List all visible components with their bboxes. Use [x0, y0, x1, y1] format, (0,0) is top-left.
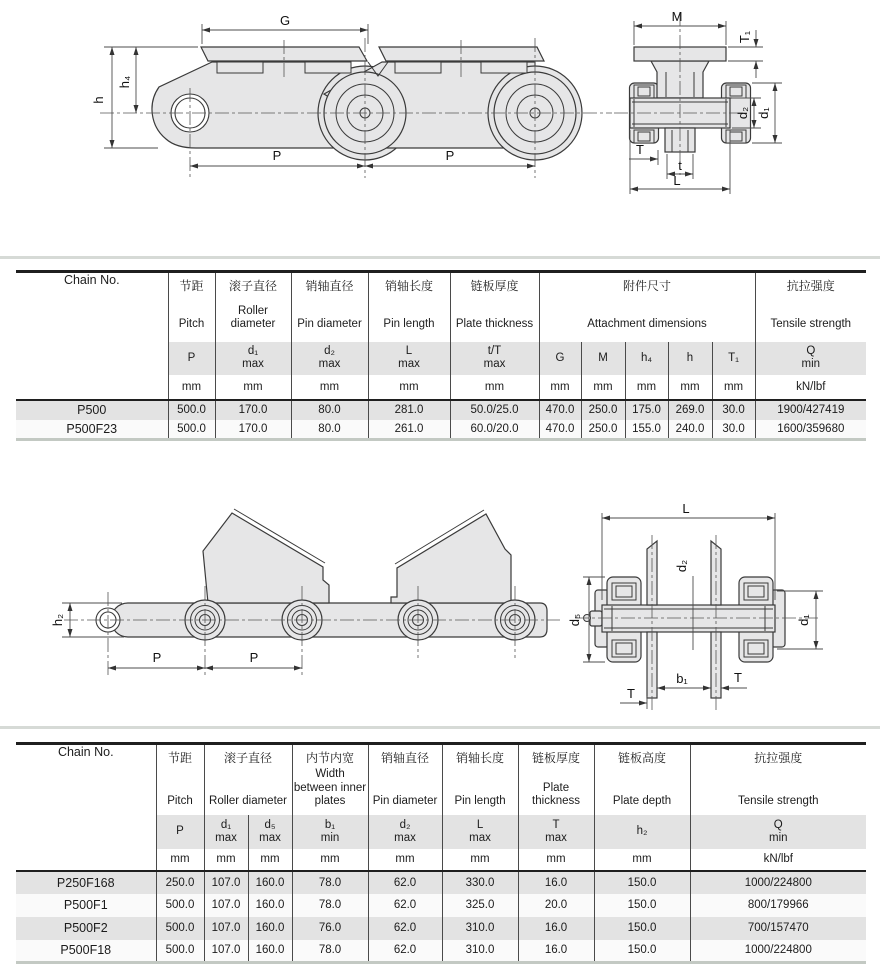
- value-cell: 470.0: [539, 420, 581, 440]
- unit-cell: mm: [156, 849, 204, 871]
- qualifier: min: [801, 358, 821, 370]
- scraper-plate: [203, 513, 329, 603]
- value-cell: 170.0: [215, 400, 291, 420]
- header-cn: 销轴直径: [381, 751, 430, 765]
- chain-no-header: Chain No.: [57, 745, 114, 759]
- qualifier: max: [398, 358, 420, 370]
- value-cell: 16.0: [518, 871, 594, 894]
- header-cn: 链板厚度: [470, 279, 519, 293]
- table-row: [16, 400, 866, 420]
- symbol-header: [368, 815, 442, 849]
- column-group-header: [156, 744, 204, 815]
- qualifier: max: [318, 358, 341, 370]
- dim-label-l: L: [673, 173, 681, 188]
- symbol-header: [539, 342, 581, 375]
- header-cn: 滚子直径: [224, 751, 273, 765]
- dim-label-h4: h₄: [117, 75, 132, 89]
- value-cell: 60.0/20.0: [450, 420, 539, 440]
- value-cell: 80.0: [291, 420, 368, 440]
- column-group-header: [291, 272, 368, 342]
- header-en: Roller diameter: [230, 304, 276, 330]
- column-group-header: [368, 744, 442, 815]
- dim-label-m: M: [671, 9, 683, 24]
- symbol: G: [555, 351, 565, 364]
- unit-cell: mm: [204, 849, 248, 871]
- qualifier: max: [215, 831, 237, 844]
- value-cell: 330.0: [442, 871, 518, 894]
- value-cell: 500.0: [156, 940, 204, 963]
- value-cell: 325.0: [442, 894, 518, 917]
- value-cell: 155.0: [625, 420, 668, 440]
- header-en: Pin diameter: [372, 795, 438, 807]
- dim-label-p: P: [152, 650, 162, 665]
- spec-table-1: [16, 270, 866, 441]
- value-cell: 500.0: [156, 894, 204, 917]
- header-en: Plate depth: [612, 795, 672, 807]
- symbol: T: [552, 818, 560, 831]
- value-cell: 78.0: [292, 894, 368, 917]
- qualifier: max: [259, 831, 281, 844]
- value-cell: 20.0: [518, 894, 594, 917]
- header-en: Tensile strength: [737, 795, 819, 807]
- header-cn: 节距: [167, 751, 192, 765]
- symbol-header: [292, 815, 368, 849]
- value-cell: 30.0: [712, 400, 755, 420]
- value-cell: 250.0: [581, 420, 625, 440]
- header-cn: 销轴直径: [305, 279, 354, 293]
- symbol: Q: [806, 345, 816, 357]
- header-cn: 销轴长度: [456, 751, 505, 765]
- unit-cell: mm: [291, 375, 368, 400]
- qualifier: max: [469, 831, 491, 844]
- value-cell: 500.0: [156, 917, 204, 940]
- header-cn: 节距: [179, 279, 204, 293]
- dim-label-h2: h₂: [50, 613, 65, 627]
- value-cell: 250.0: [581, 400, 625, 420]
- value-cell: 170.0: [215, 420, 291, 440]
- value-cell: 261.0: [368, 420, 450, 440]
- symbol-header: [168, 342, 215, 375]
- dim-label-p: P: [249, 650, 259, 665]
- dim-label-p: P: [272, 148, 282, 163]
- chain-no-cell: P250F168: [16, 871, 156, 894]
- dim-label-d2: d₂: [735, 106, 750, 120]
- value-cell: 78.0: [292, 871, 368, 894]
- column-group-header: [690, 744, 866, 815]
- symbol: d₅: [264, 818, 276, 831]
- qualifier: min: [320, 831, 340, 844]
- symbol-header: [442, 815, 518, 849]
- symbol-header: [668, 342, 712, 375]
- header-en: Pin length: [454, 795, 506, 807]
- header-cn: 销轴长度: [384, 279, 433, 293]
- symbol: d₁: [247, 345, 259, 357]
- symbol: d₂: [399, 818, 411, 831]
- symbol: P: [187, 351, 196, 364]
- dim-label-t1: T₁: [737, 30, 752, 44]
- column-group-header: [594, 744, 690, 815]
- header-cn: 链板高度: [618, 751, 667, 765]
- chain-side-view: [91, 13, 612, 178]
- header-cn: 附件尺寸: [623, 279, 672, 293]
- value-cell: 78.0: [292, 940, 368, 963]
- value-cell: 16.0: [518, 940, 594, 963]
- symbol: T₁: [728, 351, 739, 364]
- top-chain-drawing: [0, 0, 880, 225]
- dim-label-t-small: t: [678, 158, 682, 173]
- dim-label-g: G: [279, 13, 291, 28]
- symbol-header: [690, 815, 866, 849]
- chain-no-header: Chain No.: [63, 273, 120, 287]
- value-cell: 62.0: [368, 940, 442, 963]
- header-en: Pitch: [167, 795, 193, 807]
- column-group-header: [204, 744, 292, 815]
- chain-no-cell: P500F2: [16, 917, 156, 940]
- qualifier: max: [483, 358, 506, 370]
- value-cell: 269.0: [668, 400, 712, 420]
- value-cell: 62.0: [368, 917, 442, 940]
- column-group-header: [215, 272, 291, 342]
- dim-label-b1: b₁: [676, 671, 688, 686]
- symbol-header: [291, 342, 368, 375]
- symbol: M: [598, 351, 608, 364]
- scraper-chain-drawing: [0, 480, 880, 720]
- unit-cell: kN/lbf: [755, 375, 866, 400]
- value-cell: 50.0/25.0: [450, 400, 539, 420]
- symbol: L: [405, 345, 413, 357]
- dim-label-h: h: [91, 96, 106, 104]
- symbol: b₁: [324, 818, 336, 831]
- symbol: h: [686, 351, 694, 364]
- value-cell: 1000/224800: [690, 871, 866, 894]
- spec-table: [16, 270, 866, 441]
- value-cell: 16.0: [518, 917, 594, 940]
- value-cell: 160.0: [248, 940, 292, 963]
- symbol-header: [368, 342, 450, 375]
- scraper-plate: [391, 514, 511, 603]
- header-en: Tensile strength: [770, 318, 852, 330]
- header-en: Width between inner plates: [293, 768, 367, 807]
- dim-label-p: P: [445, 148, 455, 163]
- qualifier: max: [394, 831, 416, 844]
- symbol-header: [594, 815, 690, 849]
- dim-label-d1: d₁: [796, 614, 811, 626]
- symbol-header: [518, 815, 594, 849]
- unit-cell: mm: [712, 375, 755, 400]
- unit-cell: mm: [625, 375, 668, 400]
- value-cell: 160.0: [248, 917, 292, 940]
- symbol: d₂: [324, 345, 335, 357]
- value-cell: 310.0: [442, 917, 518, 940]
- table-row: [16, 894, 866, 917]
- spec-table: [16, 742, 866, 964]
- scraper-plate-edge: [647, 541, 657, 605]
- header-en: Plate thickness: [455, 318, 534, 330]
- qualifier: max: [545, 831, 567, 844]
- value-cell: 30.0: [712, 420, 755, 440]
- symbol-header: [625, 342, 668, 375]
- unit-cell: mm: [594, 849, 690, 871]
- symbol-header: [755, 342, 866, 375]
- symbol-header: [156, 815, 204, 849]
- symbol: h₂: [636, 825, 648, 837]
- symbol: h₄: [640, 351, 653, 364]
- value-cell: 80.0: [291, 400, 368, 420]
- header-cn: 链板厚度: [532, 751, 581, 765]
- symbol-header: [450, 342, 539, 375]
- unit-cell: mm: [168, 375, 215, 400]
- value-cell: 240.0: [668, 420, 712, 440]
- value-cell: 107.0: [204, 940, 248, 963]
- dim-label-d1: d₁: [756, 107, 771, 119]
- chain-cross-section: [614, 9, 782, 194]
- symbol-header: [581, 342, 625, 375]
- value-cell: 107.0: [204, 871, 248, 894]
- symbol: L: [476, 818, 484, 831]
- value-cell: 150.0: [594, 871, 690, 894]
- symbol: t/T: [487, 345, 502, 357]
- header-en: Pin diameter: [297, 318, 362, 330]
- dim-label-t-cap: T: [636, 142, 644, 157]
- column-group-header: [442, 744, 518, 815]
- dim-label-t: T: [627, 686, 635, 701]
- qualifier: min: [769, 831, 788, 844]
- value-cell: 160.0: [248, 871, 292, 894]
- section-divider: [0, 256, 880, 259]
- unit-cell: mm: [248, 849, 292, 871]
- unit-cell: mm: [539, 375, 581, 400]
- dim-label-d2: d₂: [674, 559, 689, 573]
- value-cell: 281.0: [368, 400, 450, 420]
- value-cell: 1900/427419: [755, 400, 866, 420]
- value-cell: 160.0: [248, 894, 292, 917]
- qualifier: max: [242, 358, 264, 370]
- chain-no-cell: P500F1: [16, 894, 156, 917]
- column-group-header: [450, 272, 539, 342]
- value-cell: 500.0: [168, 420, 215, 440]
- unit-cell: kN/lbf: [690, 849, 866, 871]
- value-cell: 800/179966: [690, 894, 866, 917]
- attachment-rail: [379, 47, 544, 61]
- column-group-header: [168, 272, 215, 342]
- header-cn: 抗拉强度: [786, 279, 835, 293]
- value-cell: 310.0: [442, 940, 518, 963]
- chain-no-cell: P500F18: [16, 940, 156, 963]
- dim-label-l: L: [682, 501, 690, 516]
- header-en: Roller diameter: [209, 795, 287, 807]
- value-cell: 107.0: [204, 917, 248, 940]
- symbol-header: [215, 342, 291, 375]
- header-cn: 滚子直径: [228, 279, 277, 293]
- unit-cell: mm: [292, 849, 368, 871]
- header-en: Pin length: [383, 318, 435, 330]
- header-en: Attachment dimensions: [587, 318, 707, 330]
- value-cell: 150.0: [594, 917, 690, 940]
- unit-cell: mm: [215, 375, 291, 400]
- value-cell: 150.0: [594, 940, 690, 963]
- unit-cell: mm: [368, 375, 450, 400]
- value-cell: 470.0: [539, 400, 581, 420]
- header-en: Plate thickness: [532, 781, 580, 807]
- chain-no-cell: P500: [16, 400, 168, 420]
- unit-cell: mm: [581, 375, 625, 400]
- symbol: d₁: [220, 818, 232, 831]
- unit-cell: mm: [450, 375, 539, 400]
- value-cell: 76.0: [292, 917, 368, 940]
- value-cell: 175.0: [625, 400, 668, 420]
- value-cell: 62.0: [368, 894, 442, 917]
- value-cell: 150.0: [594, 894, 690, 917]
- chain-no-cell: P500F23: [16, 420, 168, 440]
- scraper-cross-section: [567, 501, 823, 710]
- column-group-header: [368, 272, 450, 342]
- symbol-header: [204, 815, 248, 849]
- symbol: Q: [773, 818, 783, 831]
- unit-cell: mm: [442, 849, 518, 871]
- table-row: [16, 917, 866, 940]
- unit-cell: mm: [368, 849, 442, 871]
- header-cn: 抗拉强度: [754, 751, 803, 765]
- value-cell: 1000/224800: [690, 940, 866, 963]
- symbol-header: [712, 342, 755, 375]
- column-group-header: [755, 272, 866, 342]
- value-cell: 62.0: [368, 871, 442, 894]
- table-row: [16, 420, 866, 440]
- header-cn: 内节内宽: [306, 751, 355, 765]
- value-cell: 107.0: [204, 894, 248, 917]
- pin-end-fitting: [590, 611, 602, 626]
- value-cell: 500.0: [168, 400, 215, 420]
- value-cell: 700/157470: [690, 917, 866, 940]
- value-cell: 1600/359680: [755, 420, 866, 440]
- column-group-header: [518, 744, 594, 815]
- scraper-plate-edge: [711, 541, 721, 605]
- symbol: P: [176, 825, 184, 837]
- unit-cell: mm: [518, 849, 594, 871]
- header-en: Pitch: [178, 318, 205, 330]
- section-divider: [0, 726, 880, 729]
- column-group-header: [539, 272, 755, 342]
- scraper-side-view: [50, 509, 560, 676]
- dim-label-d5: d₅: [567, 613, 582, 627]
- spec-table-2: [16, 742, 866, 964]
- table-row: [16, 871, 866, 894]
- unit-cell: mm: [668, 375, 712, 400]
- column-group-header: [292, 744, 368, 815]
- dim-label-t: T: [734, 670, 742, 685]
- symbol-header: [248, 815, 292, 849]
- value-cell: 250.0: [156, 871, 204, 894]
- table-row: [16, 940, 866, 963]
